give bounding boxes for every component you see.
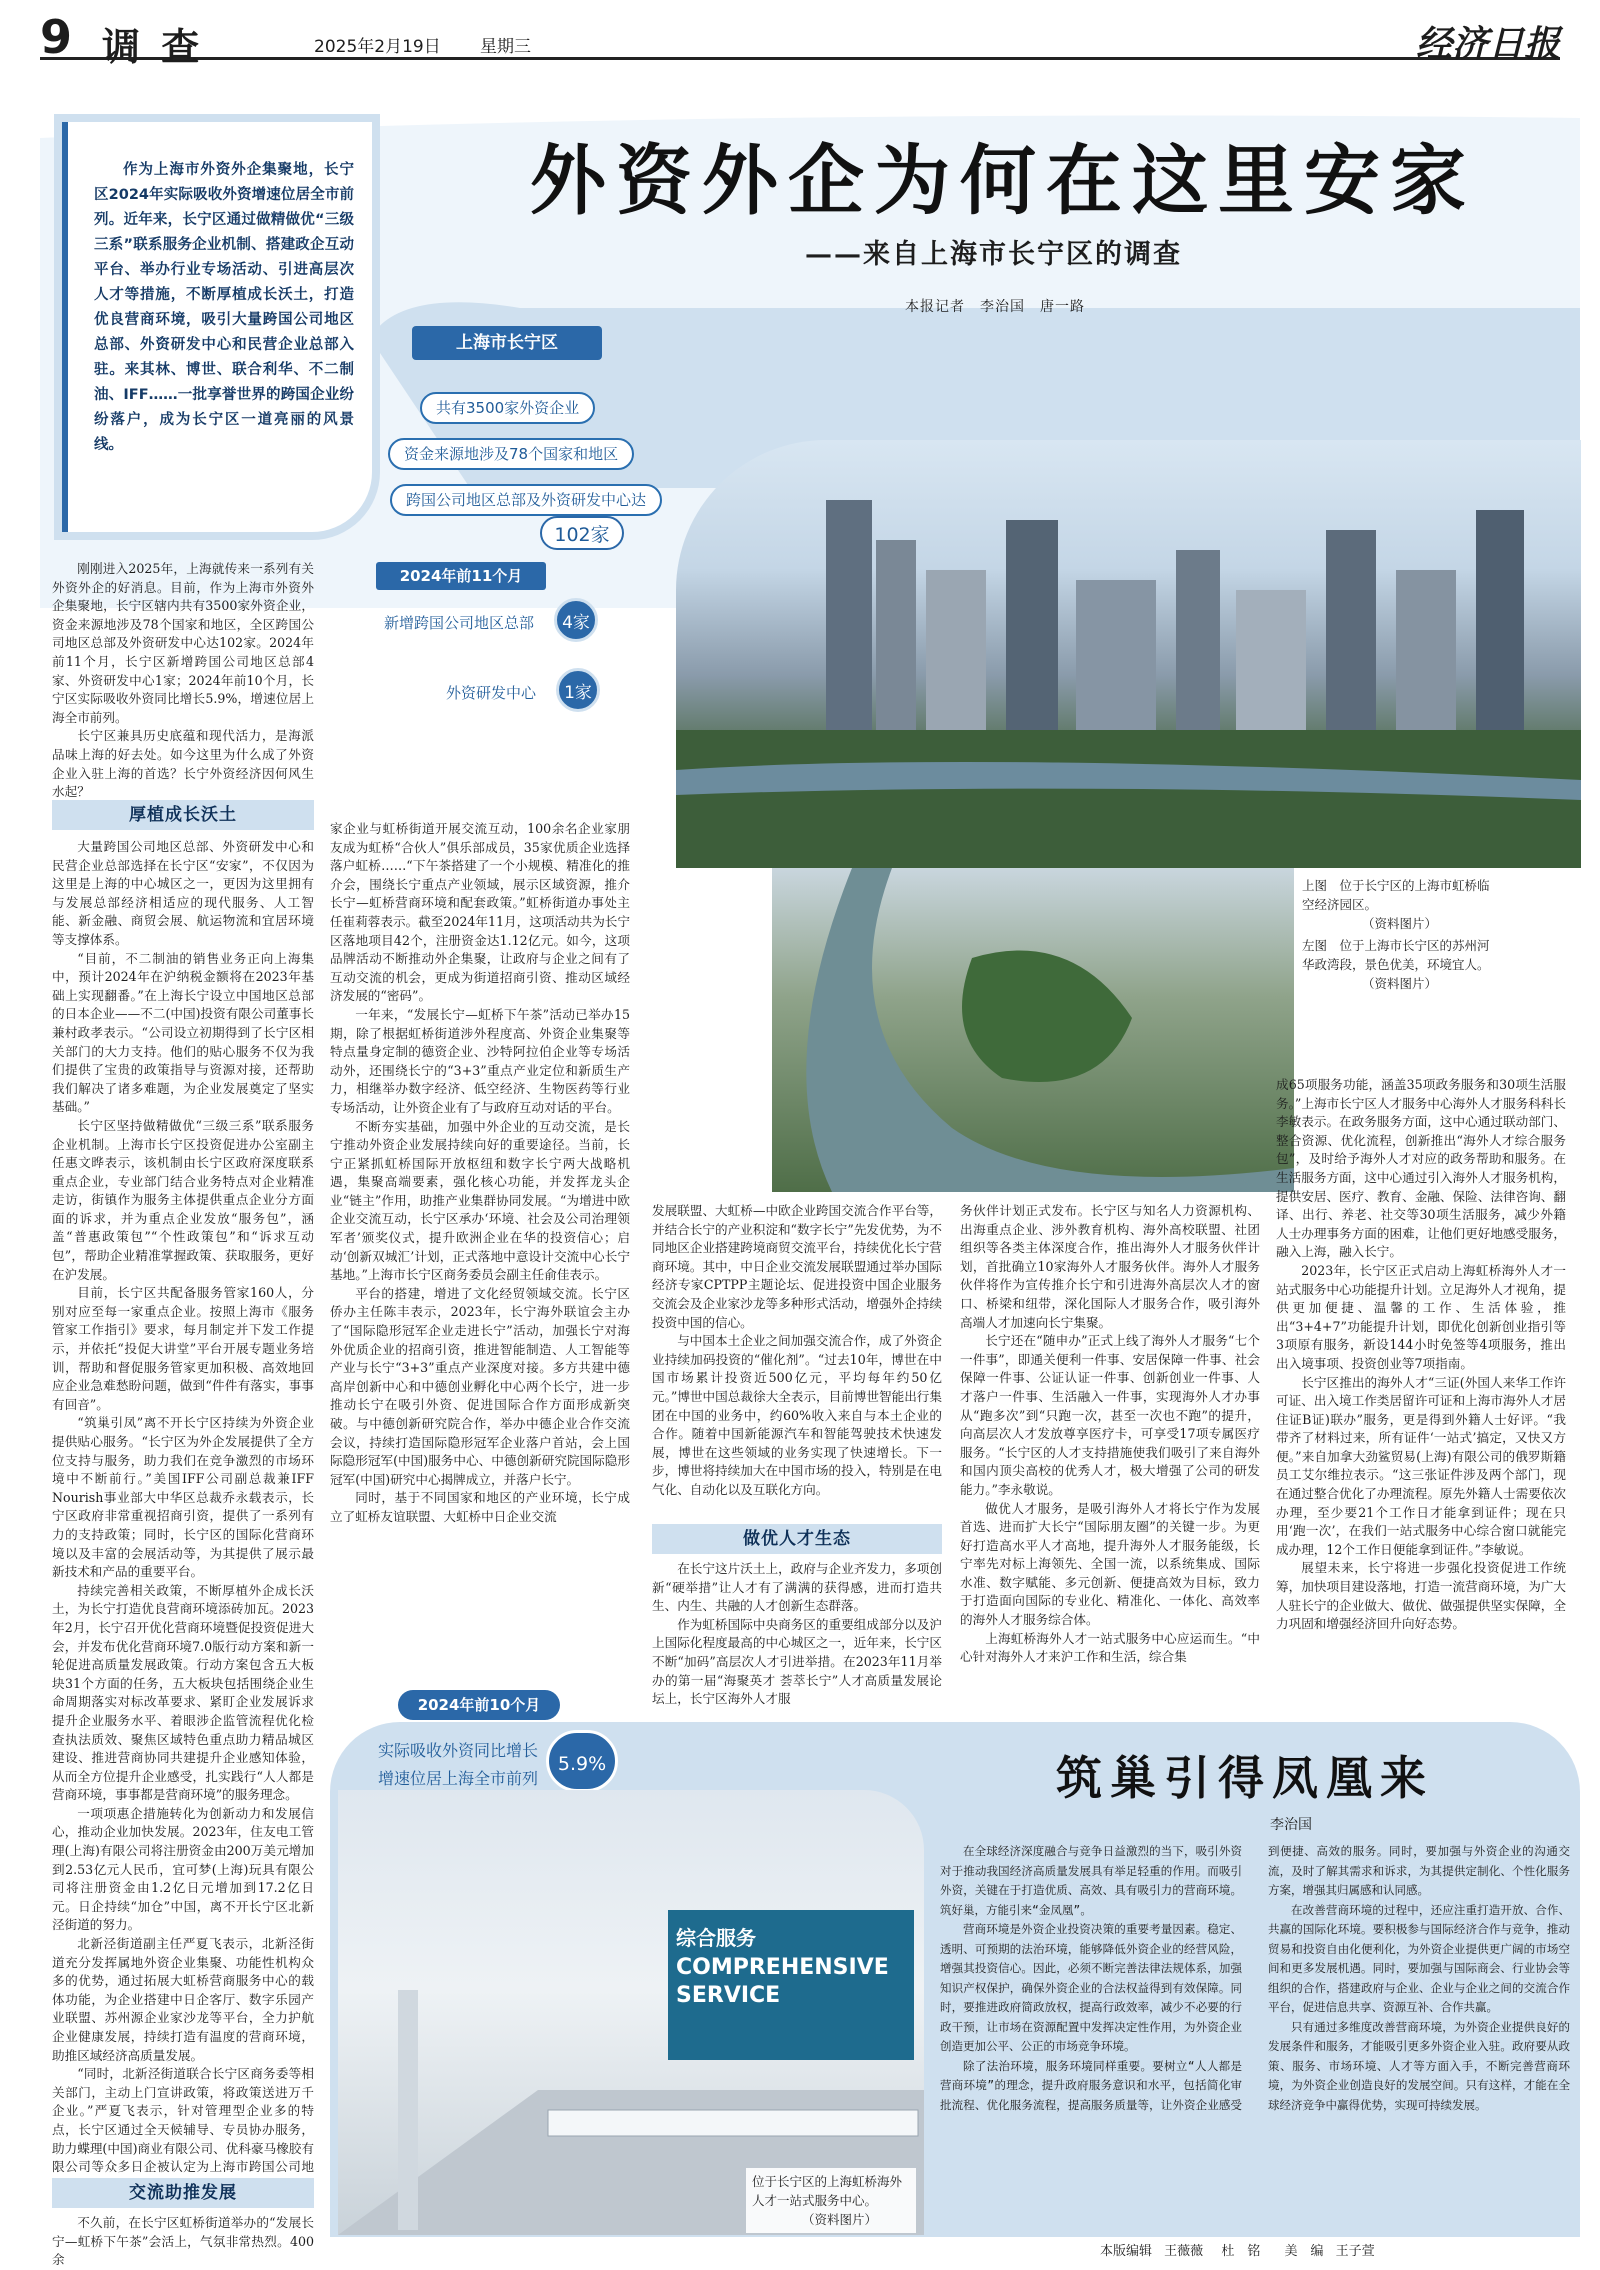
period-label: 2024年前11个月 xyxy=(376,562,546,590)
section1-para: “筑巢引凤”离不开长宁区持续为外资企业提供贴心服务。“长宁区为外企发展提供了全方位支持与服务，助力我们在竞争激烈的市场环境中不断前行。”美国IFF公司副总裁兼IFF Nourish事业部大中华区总裁乔永载表示，长宁区政府非常重视招商引资，提供了一系列有力的支持政策；同时，长宁区的国际化营商环境以及丰富的会展活动等，为其提供了展示最新技术和产品的重要平台。 xyxy=(52,1415,314,1580)
rd-label: 外资研发中心 xyxy=(446,684,537,702)
section-name: 调 查 xyxy=(102,24,204,69)
footer-designer: 王子萱 xyxy=(1335,2244,1375,2259)
section1-para: 北新泾街道副主任严夏飞表示，北新泾街道充分发挥属地外资企业集聚、功能性机构众多的优势，通过拓展大虹桥营商服务中心的载体功能，为企业搭建中日企客厅、数字乐园产业联盟、苏州源企业家沙龙等平台，全力护航企业健康发展，持续打造有温度的营商环境，助推区域经济高质量发展。 xyxy=(52,1936,314,2063)
column5-para: 长宁区推出的海外人才“三证(外国人来华工作许可证、出入境工作类居留许可证和上海市海外人才居住证B证)联办”服务，更是得到外籍人士好评。“我带齐了材料过来，所有证件‘一站式’搞定，又快又方便。”来自加拿大劲鲨贸易(上海)有限公司的俄罗斯籍员工艾尔维拉表示。“这三张证件涉及两个部门，现在通过整合优化了办理流程。原先外籍人士需要依次办理，至少要21个工作日才能拿到证件；现在只用‘跑一次’，在我们一站式服务中心综合窗口就能完成办理，12个工作日便能拿到证件。”李敏说。 xyxy=(1276,1374,1566,1557)
lead-text: 作为上海市外资外企集聚地，长宁区2024年实际吸收外资增速位居全市前列。近年来，长宁区通过做精做优“三级三系”联系服务企业机制、搭建政企互动平台、举办行业专场活动、引进高层次人才等措施，不断厚植成长沃土，打造优良营商环境，吸引大量跨国公司地区总部、外资研发中心和民营企业总部入驻。来其林、博世、联合利华、不二制油、IFF……一批享誉世界的跨国企业纷纷落户，成为长宁区一道亮丽的风景线。 xyxy=(94,162,354,453)
commentary xyxy=(940,1728,1570,2208)
page-title: 外资外企为何在这里安家 xyxy=(530,136,1476,225)
intro-article xyxy=(52,560,314,806)
stat-foreign-firms: 共有3500家外资企业 xyxy=(420,392,595,424)
section1-para: 持续完善相关政策，不断厚植外企成长沃土，为长宁打造优良营商环境添砖加瓦。2023年2月，长宁召开优化营商环境暨促投资促进大会，并发布优化营商环境7.0版行动方案和新一轮促进高质量发展政策。行动方案包含五大板块31个方面的任务，五大板块包括围绕企业生命周期落实对标改革要求、紧盯企业发展诉求提升企业服务水平、着眼涉企监管流程优化检查执法质效、聚焦区域特色重点助力精品城区建设、推进营商协同共建提升企业感知体验，从而全方位提升企业感受，扎实践行“人人都是营商环境，事事都是营商环境”的服务理念。 xyxy=(52,1582,314,1803)
caption-top-text: 上图 位于长宁区的上海市虹桥临空经济园区。 xyxy=(1302,878,1490,912)
column4-para: 做优人才服务，是吸引海外人才将长宁作为发展首选、进而扩大长宁“国际朋友圈”的关键一步。为更好打造高水平人才高地，提升海外人才服务能级，长宁率先对标上海领先、全国一流，以系统集成、国际水准、数字赋能、多元创新、便捷高效为目标，致力于打造面向国际的专业化、精准化、一体化、高效率的海外人才服务综合体。 xyxy=(960,1500,1260,1628)
service-sign-en: COMPREHENSIVE SERVICE xyxy=(676,1955,889,2008)
column2-para: 不断夯实基础，加强中外企业的互动交流，是长宁推动外资企业发展持续向好的重要途径。当前，长宁正紧抓虹桥国际开放枢纽和数字长宁两大战略机遇，集聚高端要素，强化核心功能，并发挥龙头企业“链主”作用，助推产业集群协同发展。“为增进中欧企业交流互动，长宁区承办‘环境、社会及公司治理领军者’颁奖仪式，提升欧洲企业在华的投资信心；启动‘创新双城汇’计划，正式落地中意设计交流中心长宁基地。”上海市长宁区商务委员会副主任俞佳表示。 xyxy=(330,1118,630,1283)
section1-para: “同时，北新泾街道联合长宁区商务委等相关部门，主动上门宣讲政策，将政策送进万千企业。”严夏飞表示，针对管理型企业多的特点，长宁区通过全天候辅导、专员协办服务，助力蝶理(中国)商业有限公司、优科豪马橡胶有限公司等众多日企被认定为上海市跨国公司地 xyxy=(52,2066,314,2175)
new-hq-label: 新增跨国公司地区总部 xyxy=(384,614,535,632)
section3-para: 作为虹桥国际中央商务区的重要组成部分以及沪上国际化程度最高的中心城区之一，近年来，长宁区不断“加码”高层次人才引进举措。在2023年11月举办的第一届“海聚英才 荟萃长宁”人才高质量发展论坛上，长宁区海外人才服 xyxy=(652,1616,942,1707)
column-4 xyxy=(960,1202,1260,1720)
growth-label-2: 增速位居上海全市前列 xyxy=(378,1769,539,1788)
photo-caption-bottom xyxy=(746,2168,916,2233)
commentary-para: 营商环境是外资企业投资决策的重要考量因素。稳定、透明、可预期的法治环境，能够降低外资企业的经营风险，增强其投资信心。因此，必须不断完善法律法规体系，加强知识产权保护，确保外资企业的合法权益得到有效保障。同时，要推进政府简政放权，提高行政效率，减少不必要的行政干预，让市场在资源配置中发挥决定性作用，为外资企业创造更加公平、公正的市场竞争环境。 xyxy=(940,1922,1242,2053)
page-subtitle: ——来自上海市长宁区的调查 xyxy=(805,239,1182,270)
column5-para: 成65项服务功能，涵盖35项政务服务和30项生活服务。”上海市长宁区人才服务中心海外人才服务科科长李敏表示。在政务服务方面，这中心通过联动部门、整合资源、优化流程，创新推出“海外人才综合服务包”，及时给予海外人才对应的政务帮助和服务。在生活服务方面，这中心通过引入海外人才服务机构，提供安居、医疗、教育、金融、保险、法律咨询、翻译、出行、养老、社交等30项生活服务，减少外籍人士办理事务方面的困难，让他们更好地感受服务，融入上海，融入长宁。 xyxy=(1276,1077,1566,1260)
footer-designer-label: 美 编 xyxy=(1284,2244,1324,2259)
commentary-body xyxy=(940,1842,1570,2202)
column2-para: 家企业与虹桥街道开展交流互动，100余名企业家朋友成为虹桥“合伙人”俱乐部成员，35家优质企业选择落户虹桥……“下午茶搭建了一个小规模、精准化的推介会，围绕长宁重点产业领域，展示区域资源，推介长宁—虹桥营商环境和配套政策。”虹桥街道办事处主任崔莉蓉表示。截至2024年11月，这项活动共为长宁区落地项目42个，注册资金达1.12亿元。如今，这项品牌活动不断推动外企集聚，让政府与企业之间有了互动交流的机会，更成为街道招商引资、推动区域经济发展的“密码”。 xyxy=(330,821,630,1004)
commentary-title: 筑巢引得凤凰来 xyxy=(1056,1751,1434,1805)
footer-editor-label: 本版编辑 xyxy=(1100,2244,1153,2259)
stat-hq-rd: 跨国公司地区总部及外资研发中心达 xyxy=(390,484,662,516)
column5-para: 2023年，长宁区正式启动上海虹桥海外人才一站式服务中心功能提升计划。立足海外人才视角，提供更加便捷、温馨的工作、生活体验，推出“3+4+7”功能提升计划，即优化创新创业指引等3项原有服务，新设144小时免签等4项服务，推出出入境事项、投资创业等7项指南。 xyxy=(1276,1262,1566,1371)
rd-value: 1家 xyxy=(556,668,600,712)
skyline-illustration xyxy=(676,440,1581,868)
commentary-para: 只有通过多维度改善营商环境，为外资企业提供良好的发展条件和服务，才能吸引更多外资企业入驻。政府要从政策、服务、市场环境、人才等方面入手，不断完善营商环境，为外资企业创造良好的发展空间。只有这样，才能在全球经济竞争中赢得优势，实现可持续发展。 xyxy=(1268,2019,1570,2112)
section2-body xyxy=(52,2214,314,2268)
issue-weekday: 星期三 xyxy=(480,37,531,57)
period2-label: 2024年前10个月 xyxy=(398,1690,560,1720)
column4-para: 长宁还在“随申办”正式上线了海外人才服务“七个一件事”，即通关便利一件事、安居保障一件事、社会保障一件事、公证认证一件事、创新创业一件事、人才落户一件事、生活融入一件事，实现海外人才办事从“跑多次”到“只跑一次，甚至一次也不跑”的提升，向高层次人才发放尊享医疗卡，可享受17项专属医疗服务。“长宁区的人才支持措施使我们吸引了来自海外和国内顶尖高校的优秀人才，极大增强了公司的研发能力。”李永敬说。 xyxy=(960,1333,1260,1497)
byline: 本报记者 李治国 唐一路 xyxy=(905,299,1085,315)
section3-heading: 做优人才生态 xyxy=(652,1524,942,1554)
column3-para: 与中国本土企业之间加强交流合作，成了外资企业持续加码投资的“催化剂”。“过去10年，博世在中国市场累计投资近500亿元，平均每年约50亿元。”博世中国总裁徐大全表示，目前博世智能出行集团在中国的业务中，约60%收入来自与本土企业的合作。随着中国新能源汽车和智能驾驶技术快速发展，博世在这些领域的业务实现了快速增长。下一步，博世将持续加大在中国市场的投入，特别是在电气化、自动化以及互联化方向。 xyxy=(652,1333,942,1497)
footer-editor-2: 杜 铭 xyxy=(1221,2244,1261,2259)
page-footer xyxy=(1100,2240,1570,2262)
photo-river xyxy=(772,868,1294,1192)
column-3 xyxy=(652,1202,942,1522)
caption-top-credit: （资料图片） xyxy=(1362,916,1438,931)
photo-caption-left xyxy=(1302,936,1500,993)
commentary-para: 在全球经济深度融合与竞争日益激烈的当下，吸引外资对于推动我国经济高质量发展具有举足轻重的作用。而吸引外资，关键在于打造优质、高效、具有吸引力的营商环境。筑好巢，方能引来“金凤凰”。 xyxy=(940,1844,1242,1917)
caption-left-text: 左图 位于上海市长宁区的苏州河华政湾段，景色优美，环境宜人。 xyxy=(1302,938,1490,972)
masthead xyxy=(40,10,1560,69)
section1-para: 大量跨国公司地区总部、外资研发中心和民营企业总部选择在长宁区“安家”，不仅因为这里是上海的中心城区之一，更因为这里拥有与发展总部经济相适应的现代服务、人工智能、新金融、商贸会展、航运物流和宜居环境等支撑体系。 xyxy=(52,839,314,947)
growth-value: 5.9% xyxy=(546,1730,618,1792)
footer-editor: 王薇薇 xyxy=(1164,2244,1204,2259)
commentary-para: 除了法治环境，服务环境同样重要。要树立“人人都是营商环境”的理念，提升政府服务意识和水平，包括简化审批流程、优化服务流程，提高服务质量等，让外资企业感受到便捷、高效的服务。同时，要加强与外资企业的沟通交流，及时了解其需求和诉求，为其提供定制化、个性化服务方案，增强其归属感和认同感。 xyxy=(940,1844,1570,2112)
caption-bottom-text: 位于长宁区的上海虹桥海外人才一站式服务中心。 xyxy=(752,2174,903,2208)
photo-service-center xyxy=(338,1790,924,2235)
column3-para: 发展联盟、大虹桥—中欧企业跨国交流合作平台等，并结合长宁的产业积淀和“数字长宁”先发优势，为不同地区企业搭建跨境商贸交流平台，持续优化长宁营商环境。其中，中日企业交流发展联盟通过举办国际经济专家CPTPP主题论坛、促进投资中国企业服务交流会及企业家沙龙等多种形式活动，增强外企持续投资中国的信心。 xyxy=(652,1203,942,1330)
column2-para: 平台的搭建，增进了文化经贸领域交流。长宁区侨办主任陈丰表示，2023年，长宁海外联谊会主办了“国际隐形冠军企业走进长宁”活动，加强长宁对海外优质企业的招商引资，推进智能制造、人工智能等产业与长宁“3+3”重点产业深度对接。多方共建中德高岸创新中心和中德创业孵化中心两个长宁，进一步推动长宁在吸引外资、促进国际合作方面形成新突破。与中德创新研究院合作，举办中德企业合作交流会议，持续打造国际隐形冠军企业落户首站，会上国际隐形冠军(中国)服务中心、中德创新研究院国际隐形冠军(中国)研究中心揭牌成立，并落户长宁。 xyxy=(330,1285,630,1487)
photo-skyline xyxy=(676,440,1581,868)
headline-block xyxy=(400,120,1590,330)
caption-left-credit: （资料图片） xyxy=(1362,976,1438,991)
section1-para: 一项项惠企措施转化为创新动力和发展信心，推动企业加快发展。2023年，住友电工管理(上海)有限公司将注册资金由200万美元增加到2.53亿元人民币，宜可梦(上海)玩具有限公司将注册资金由1.2亿日元增加到17.2亿日元。日企持续“加仓”中国，离不开长宁区北新泾街道的努力。 xyxy=(52,1805,314,1933)
commentary-author: 李治国 xyxy=(1270,1817,1312,1833)
new-hq-value: 4家 xyxy=(554,598,598,642)
section2-heading: 交流助推发展 xyxy=(52,2178,314,2208)
service-sign-cn: 综合服务 xyxy=(676,1926,756,1950)
column-2 xyxy=(330,820,630,1615)
column2-para: 一年来，“发展长宁—虹桥下午茶”活动已举办15期，除了根据虹桥街道涉外程度高、外资企业集聚等特点量身定制的德资企业、沙特阿拉伯企业等专场活动外，还围绕长宁的“3+3”重点产业定位和新质生产力，相继举办数字经济、低空经济、生物医药等行业专场活动，让外资企业有了与政府互动对话的平台。 xyxy=(330,1006,630,1115)
newspaper-logo: 经济日报 xyxy=(1415,23,1560,65)
hq-count-badge: 102家 xyxy=(540,516,624,550)
section1-para: 目前，长宁区共配备服务管家160人，分别对应至每一家重点企业。按照上海市《服务管家工作指引》要求，每月制定并下发工作提示，并依托“投促大讲堂”平台开展专题业务培训，帮助和督促服务管家更加积极、高效地回应企业急难愁盼问题，做到“件件有落实，事事有回音”。 xyxy=(52,1285,314,1412)
river-illustration xyxy=(772,868,1294,1192)
lead-box xyxy=(62,122,372,532)
column4-para: 上海虹桥海外人才一站式服务中心应运而生。“中心针对海外人才来沪工作和生活，综合集 xyxy=(960,1630,1260,1665)
stat-source-countries: 资金来源地涉及78个国家和地区 xyxy=(388,438,634,470)
issue-date: 2025年2月19日 xyxy=(314,37,441,57)
section1-para: 长宁区坚持做精做优“三级三系”联系服务企业机制。上海市长宁区投资促进办公室副主任惠文晔表示，该机制由长宁区政府深度联系重点企业，专业部门结合业务特点对企业精准走访，街镇作为服务主体提供重点企业分方面面的诉求，并为重点企业发放“服务包”，涵盖“普惠政策包”“个性政策包”和“诉求互动包”，帮助企业精准掌握政策、获取服务，更好在沪发展。 xyxy=(52,1117,314,1282)
column4-para: 务伙伴计划正式发布。长宁区与知名人力资源机构、出海重点企业、涉外教育机构、海外高校联盟、社团组织等各类主体深度合作，推出海外人才服务伙伴计划，首批确立10家海外人才服务伙伴。海外人才服务伙伴将作为宣传推介长宁和引进海外高层次人才的窗口、桥梁和纽带，深化国际人才服务合作，吸引海外高端人才加速向长宁集聚。 xyxy=(960,1203,1260,1330)
caption-bottom-credit: （资料图片） xyxy=(802,2212,878,2227)
page-number: 9 xyxy=(40,10,73,64)
column-5 xyxy=(1276,1076,1566,1720)
intro-para-2: 长宁区兼具历史底蕴和现代活力，是海派品味上海的好去处。如今这里为什么成了外资企业入驻上海的首选？长宁外资经济因何风生水起？ xyxy=(52,728,314,800)
intro-para-1: 刚刚进入2025年，上海就传来一系列有关外资外企的好消息。目前，作为上海市外资外企集聚地，长宁区辖内共有3500家外资企业，资金来源地涉及78个国家和地区，全区跨国公司地区总部及外资研发中心达102家。2024年前11个月，长宁区新增跨国公司地区总部4家、外资研发中心1家；2024年前10个月，长宁区实际吸收外资同比增长5.9%，增速位居上海全市前列。 xyxy=(52,561,314,725)
section2-para: 不久前，在长宁区虹桥街道举办的“发展长宁—虹桥下午茶”会活上，气氛非常热烈。400余 xyxy=(52,2215,314,2268)
section3-body xyxy=(652,1560,942,1720)
section1-body xyxy=(52,838,314,2174)
section3-para: 在长宁这片沃土上，政府与企业齐发力，多项创新“硬举措”让人才有了满满的获得感，进而打造共生、内生、共融的人才创新生态群落。 xyxy=(652,1561,942,1614)
section1-heading: 厚植成长沃土 xyxy=(52,800,314,830)
column2-para: 同时，基于不同国家和地区的产业环境，长宁成立了虹桥友谊联盟、大虹桥中日企业交流 xyxy=(330,1490,630,1524)
region-label: 上海市长宁区 xyxy=(412,326,602,360)
commentary-para: 在改善营商环境的过程中，还应注重打造开放、合作、共赢的国际化环境。要积极参与国际经济合作与竞争，推动贸易和投资自由化便利化，为外资企业提供更广阔的市场空间和更多发展机遇。同时，要加强与国际商会、行业协会等组织的合作，搭建政府与企业、企业与企业之间的交流合作平台，促进信息共享、资源互补、合作共赢。 xyxy=(1268,1902,1570,2014)
section1-para: “目前，不二制油的销售业务正向上海集中，预计2024年在沪纳税金额将在2023年基础上实现翻番。”在上海长宁设立中国地区总部的日本企业——不二(中国)投资有限公司董事长兼村政孝表示。“公司设立初期得到了长宁区相关部门的大力支持。他们的贴心服务不仅为我们提供了宝贵的政策指导与资源对接，还帮助我们解决了诸多难题，为企业发展奠定了坚实基础。” xyxy=(52,950,314,1115)
column5-para: 展望未来，长宁将进一步强化投资促进工作统筹，加快项目建设落地，打造一流营商环境，为广大人驻长宁的企业做大、做优、做强提供坚实保障，全力巩固和增强经济回升向好态势。 xyxy=(1276,1560,1566,1632)
growth-label-1: 实际吸收外资同比增长 xyxy=(378,1741,539,1760)
photo-caption-top xyxy=(1302,876,1500,933)
